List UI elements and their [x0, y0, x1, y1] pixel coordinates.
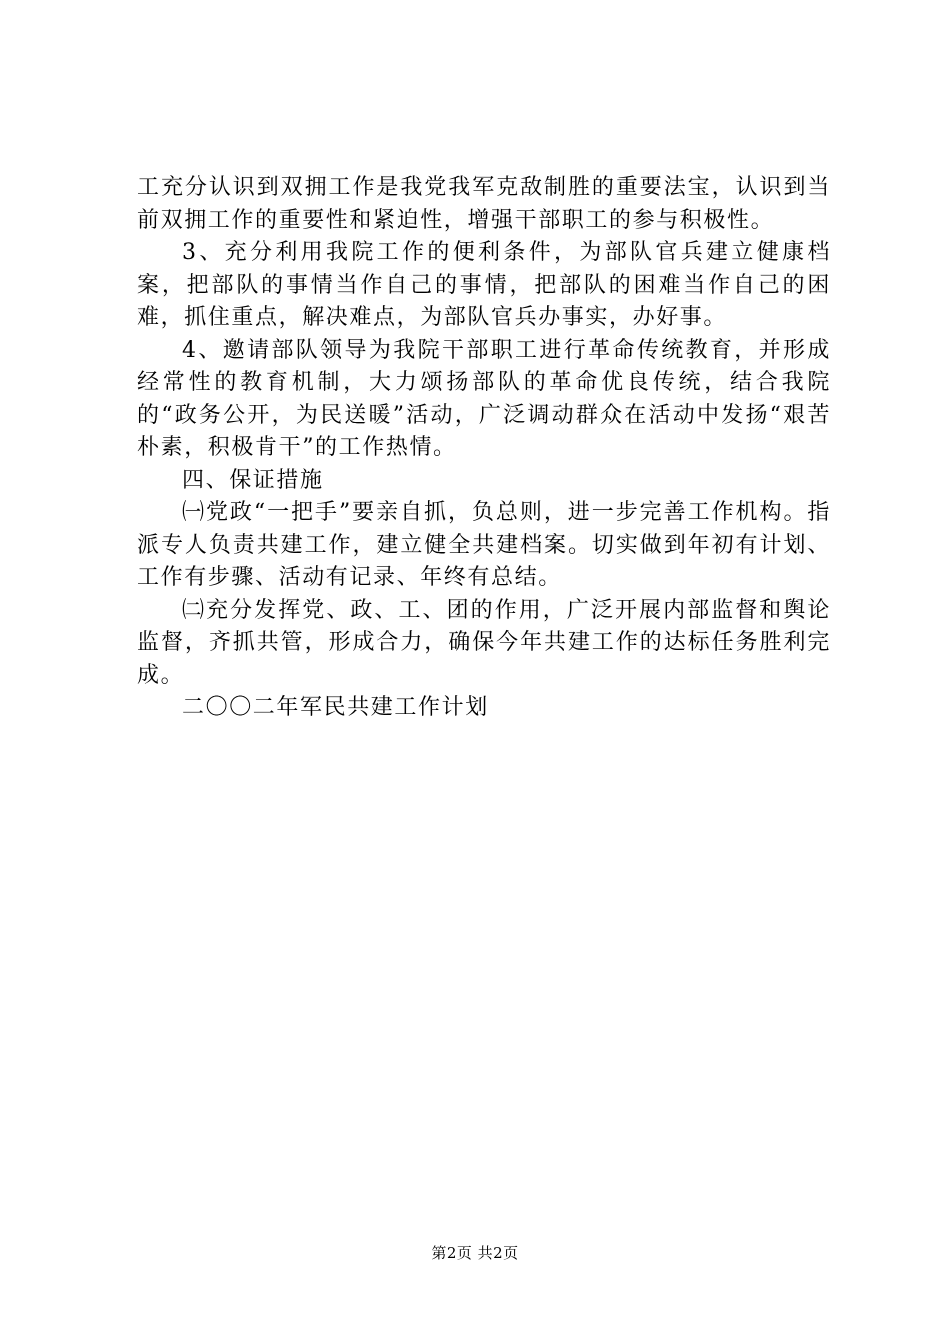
document-title-line: 二〇〇二年军民共建工作计划 — [182, 695, 489, 720]
page-footer — [0, 1242, 950, 1263]
section-heading-guarantee-measures: 四、保证措施 — [182, 467, 324, 493]
paragraph-item-3: 3、充分利用我院工作的便利条件，为部队官兵建立健康档案，把部队的事情当作自己的事情，把部队的困难当作自己的困难，抓住重点，解决难点，为部队官兵办事实，办好事。 — [137, 240, 831, 330]
document-body — [137, 172, 831, 725]
paragraph-measure-1: ㈠党政“一把手”要亲自抓，负总则，进一步完善工作机构。指派专人负责共建工作，建立健全共建档案。切实做到年初有计划、工作有步骤、活动有记录、年终有总结。 — [137, 500, 831, 590]
paragraph-continuation: 工充分认识到双拥工作是我党我军克敌制胜的重要法宝，认识到当前双拥工作的重要性和紧迫性，增强干部职工的参与积极性。 — [137, 175, 831, 233]
paragraph-measure-2: ㈡充分发挥党、政、工、团的作用，广泛开展内部监督和舆论监督，齐抓共管，形成合力，确保今年共建工作的达标任务胜利完成。 — [137, 597, 831, 688]
page-number-label: 第2页 共2页 — [431, 1244, 519, 1262]
paragraph-item-4: 4、邀请部队领导为我院干部职工进行革命传统教育，并形成经常性的教育机制，大力颂扬部队的革命优良传统，结合我院的“政务公开，为民送暖”活动，广泛调动群众在活动中发扬“艰苦朴素，积极肯干”的工作热情。 — [137, 337, 831, 460]
